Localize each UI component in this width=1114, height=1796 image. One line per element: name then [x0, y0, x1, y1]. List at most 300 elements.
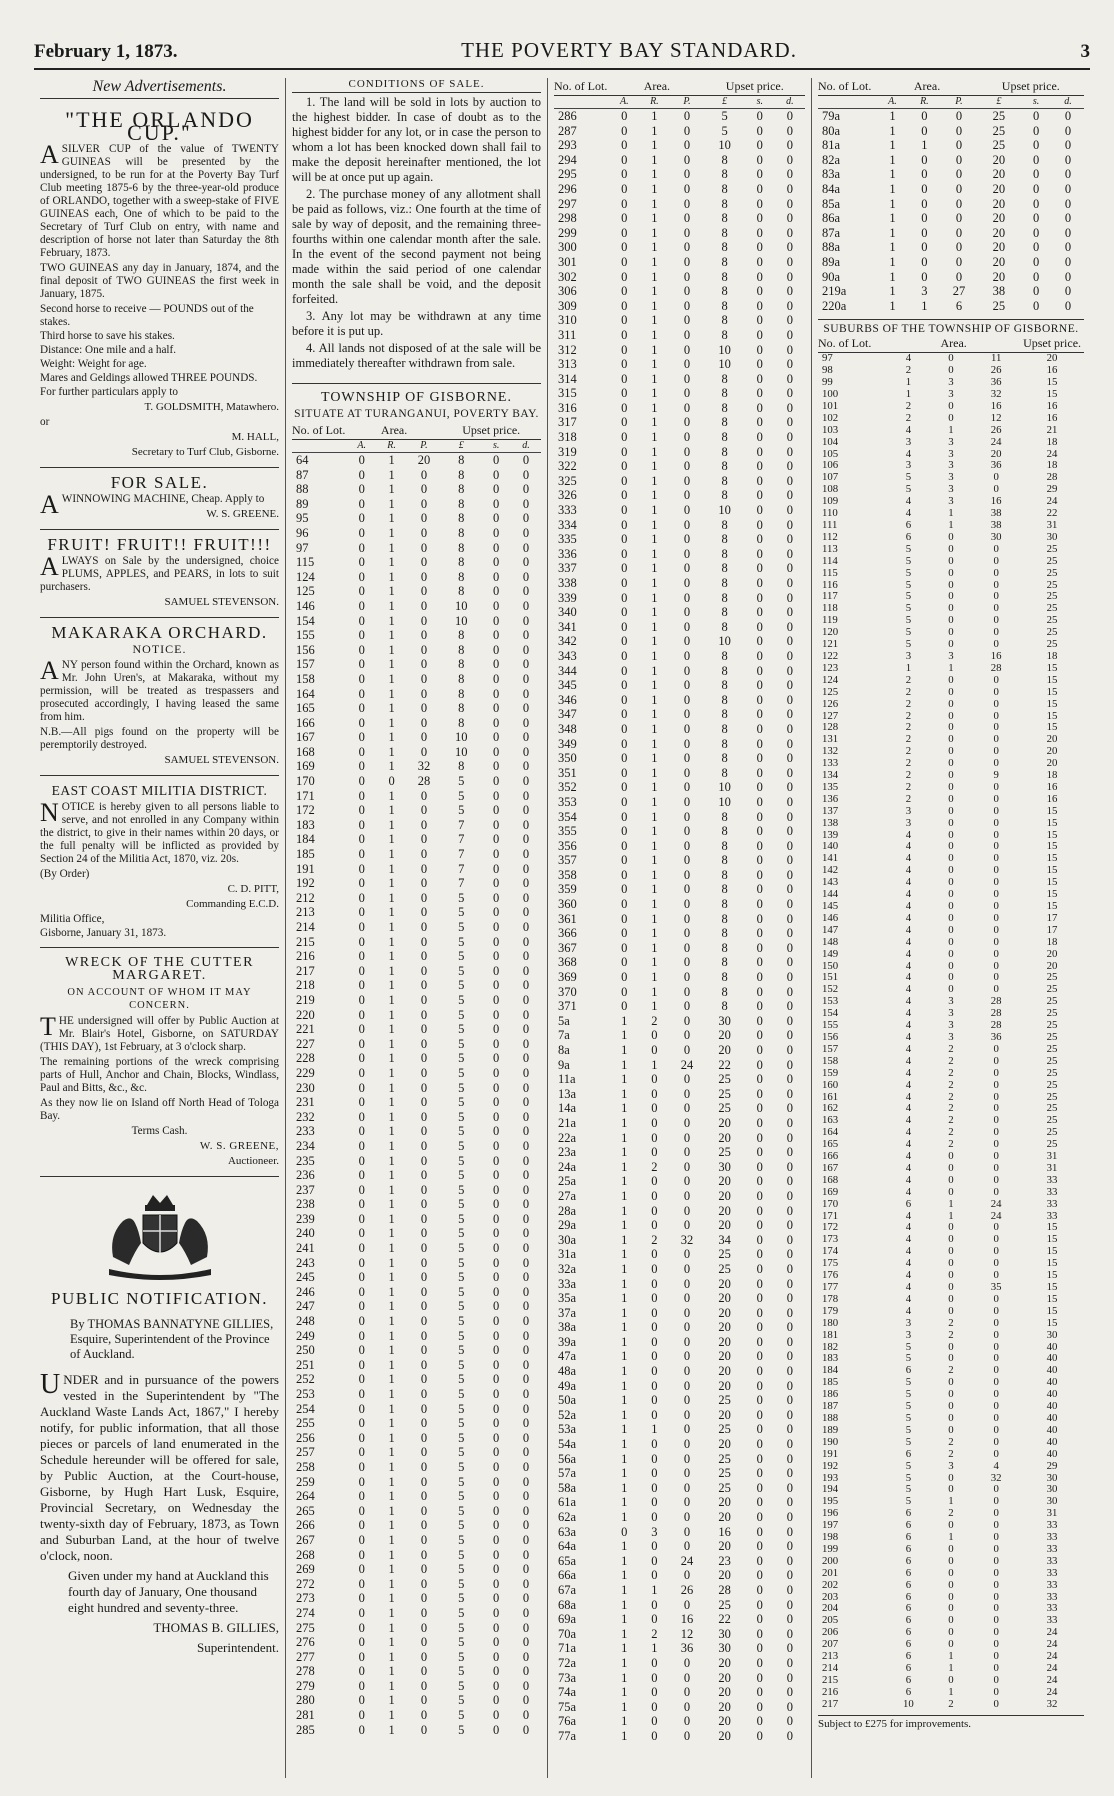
table-cell: 1	[651, 999, 658, 1014]
lot-number: 286	[558, 109, 577, 123]
lot-number: 275	[296, 1620, 315, 1635]
table-cell: 1	[388, 1124, 395, 1139]
table-cell: 1	[388, 1430, 395, 1445]
table-cell: 0	[948, 1270, 954, 1282]
lot-number: 24a	[558, 1159, 577, 1174]
table-cell: 0	[358, 744, 365, 759]
table-cell: 0	[993, 603, 999, 615]
table-cell: 0	[493, 642, 500, 657]
table-cell: 1	[651, 911, 658, 926]
table-cell: 0	[522, 1562, 530, 1577]
table-cell: 1	[388, 715, 395, 730]
table-cell: 0	[493, 1503, 500, 1518]
table-row	[818, 794, 1084, 806]
table-row	[292, 1314, 541, 1329]
table-cell: 0	[358, 1168, 365, 1183]
table-cell: 0	[756, 1145, 763, 1160]
lot-number: 241	[296, 1241, 315, 1256]
table-cell: 0	[786, 1480, 794, 1495]
table-cell: 0	[683, 1115, 691, 1130]
table-cell: 1	[621, 1422, 628, 1437]
table-cell: 0	[786, 1612, 794, 1627]
table-cell: 36	[990, 1031, 1002, 1043]
table-cell: 4	[905, 1293, 912, 1305]
lot-number: 97	[822, 352, 833, 365]
table-cell: 0	[786, 240, 794, 255]
lot-number: 125	[296, 584, 315, 599]
table-cell: 0	[786, 269, 794, 284]
table-row	[818, 365, 1084, 377]
table-cell: 20	[718, 1568, 731, 1583]
table-cell: 0	[683, 1159, 691, 1174]
table-row	[292, 1621, 541, 1636]
table-cell: 0	[948, 948, 954, 960]
table-cell: 1	[621, 1466, 628, 1481]
table-row	[554, 839, 805, 854]
table-cell: 0	[493, 613, 500, 628]
table-row	[292, 964, 541, 979]
table-row	[554, 1481, 805, 1496]
table-cell: 0	[1032, 181, 1040, 196]
table-row	[818, 1425, 1084, 1437]
table-cell: 0	[621, 736, 628, 751]
table-cell: 22	[718, 1612, 731, 1627]
table-cell: 0	[621, 532, 628, 547]
table-cell: 1	[651, 327, 658, 342]
table-cell: 0	[993, 889, 999, 901]
table-cell: 0	[420, 1562, 428, 1577]
table-cell: 1	[621, 1028, 628, 1043]
table-cell: 5	[458, 1576, 465, 1591]
table-cell: 0	[756, 1028, 763, 1043]
table-cell: 1	[621, 1626, 628, 1641]
table-row	[554, 167, 805, 182]
lot-number: 119	[822, 615, 838, 627]
table-cell: 0	[993, 591, 999, 603]
ad-title: FOR SALE.	[110, 473, 209, 492]
table-row	[554, 124, 805, 139]
table-cell: 0	[420, 657, 428, 672]
suburbs-lots-table	[818, 335, 1084, 1710]
table-row	[554, 1627, 805, 1642]
table-row	[292, 1548, 541, 1563]
table-row	[292, 1241, 541, 1256]
table-cell: 18	[1046, 770, 1058, 782]
table-cell: 0	[948, 1401, 954, 1413]
table-cell: 2	[651, 1626, 658, 1641]
table-cell: 8	[458, 453, 465, 467]
table-cell: 0	[522, 1138, 530, 1153]
lot-number: 230	[296, 1080, 315, 1095]
table-row	[818, 639, 1084, 651]
table-row	[818, 197, 1084, 212]
table-cell: 3	[905, 817, 912, 829]
table-cell: 1	[388, 992, 395, 1007]
table-row	[554, 1028, 805, 1043]
table-cell: 24	[1046, 1651, 1058, 1663]
table-cell: 0	[786, 1043, 794, 1057]
table-body	[818, 353, 1084, 1711]
table-cell: 30	[1046, 1484, 1058, 1496]
table-cell: 0	[522, 613, 530, 628]
table-cell: 0	[683, 1539, 691, 1554]
table-cell: 2	[948, 1698, 954, 1710]
table-cell: 0	[786, 1582, 794, 1597]
lot-number: 189	[822, 1424, 839, 1436]
table-cell: 0	[358, 963, 365, 978]
table-cell: 1	[388, 1241, 395, 1256]
table-cell: 0	[786, 911, 794, 926]
lot-number: 127	[822, 710, 839, 722]
table-cell: 0	[621, 138, 628, 153]
table-cell: 0	[621, 984, 628, 999]
table-cell: 25	[1046, 579, 1058, 591]
table-row	[292, 745, 541, 760]
table-cell: 1	[651, 123, 658, 138]
table-row	[554, 401, 805, 416]
table-cell: 8	[721, 459, 728, 474]
table-cell: 25	[992, 138, 1006, 153]
table-row	[292, 1124, 541, 1139]
table-cell: 1	[388, 1299, 395, 1314]
lot-number: 128	[822, 722, 839, 734]
table-cell: 20	[718, 1437, 731, 1452]
table-cell: 0	[756, 1510, 763, 1524]
table-cell: 6	[905, 1663, 912, 1674]
table-cell: 1	[651, 794, 658, 809]
table-cell: 1	[889, 269, 896, 284]
table-cell: 0	[948, 1639, 954, 1651]
table-cell: 8	[721, 882, 728, 897]
table-cell: 8	[721, 692, 728, 707]
table-cell: 40	[1046, 1341, 1058, 1353]
table-cell: 0	[420, 1576, 428, 1591]
table-cell: 1	[651, 167, 658, 182]
table-cell: 0	[683, 999, 691, 1014]
table-cell: 5	[905, 615, 912, 627]
table-cell: 0	[948, 889, 954, 901]
table-cell: 5	[905, 1472, 912, 1484]
table-cell: 0	[1064, 254, 1072, 269]
table-cell: 29	[1046, 484, 1058, 496]
table-cell: 0	[358, 847, 365, 862]
table-cell: 0	[651, 1728, 658, 1743]
table-cell: 0	[420, 890, 428, 905]
lot-number: 72a	[558, 1655, 577, 1670]
table-cell: 28	[990, 662, 1002, 674]
table-row	[292, 847, 541, 862]
table-cell: 0	[786, 1115, 794, 1130]
table-cell: 0	[683, 109, 691, 123]
table-cell: 0	[786, 984, 794, 999]
table-cell: 5	[458, 1182, 465, 1197]
table-cell: 0	[756, 327, 763, 342]
table-row	[554, 1087, 805, 1102]
table-row	[292, 1154, 541, 1169]
table-cell: 0	[921, 240, 928, 255]
table-cell: 0	[756, 1349, 763, 1364]
table-cell: 0	[420, 832, 428, 847]
table-cell: 1	[651, 853, 658, 868]
table-cell: 5	[458, 1722, 465, 1737]
table-cell: 0	[420, 803, 428, 818]
table-cell: 27	[952, 284, 966, 299]
table-cell: 1	[388, 657, 395, 672]
table-cell: 20	[992, 181, 1006, 196]
lot-number: 110	[822, 508, 838, 520]
table-cell: 5	[458, 1314, 465, 1329]
table-row	[554, 1525, 805, 1540]
table-cell: 0	[522, 1445, 530, 1460]
table-cell: 0	[948, 984, 954, 996]
table-cell: 0	[522, 1416, 530, 1431]
table-cell: 0	[756, 181, 763, 196]
table-cell: 0	[420, 1459, 428, 1474]
table-cell: 33	[1046, 1567, 1058, 1579]
table-cell: 1	[651, 225, 658, 240]
lot-number: 265	[296, 1503, 315, 1518]
table-cell: 20	[718, 1670, 731, 1685]
lot-number: 137	[822, 805, 839, 817]
table-cell: 15	[1046, 1234, 1058, 1246]
table-cell: 5	[458, 1620, 465, 1635]
table-cell: 0	[493, 1299, 500, 1314]
table-cell: 0	[493, 920, 500, 934]
lot-number: 272	[296, 1576, 315, 1591]
table-cell: 0	[651, 1276, 658, 1291]
table-cell: 6	[905, 1448, 912, 1460]
table-cell: 8	[458, 467, 465, 482]
lot-number: 354	[558, 809, 577, 824]
table-cell: 0	[948, 817, 954, 829]
table-cell: 0	[651, 1495, 658, 1510]
table-cell: 0	[948, 1222, 954, 1234]
lot-number: 165	[296, 701, 315, 716]
table-cell: 0	[993, 853, 999, 865]
table-cell: 0	[683, 824, 691, 839]
table-cell: 25	[1046, 1008, 1058, 1020]
table-row	[554, 1189, 805, 1204]
table-cell: 5	[458, 920, 465, 934]
table-cell: 0	[493, 788, 500, 803]
table-cell: 25	[718, 1247, 731, 1262]
table-cell: 0	[358, 1036, 365, 1051]
lot-number: 215	[822, 1674, 839, 1686]
table-cell: 25	[1046, 615, 1058, 627]
table-row	[292, 497, 541, 512]
table-cell: 0	[358, 1387, 365, 1401]
ad-line: Second horse to receive — POUNDS out of the stakes.	[40, 303, 254, 328]
table-cell: 0	[621, 692, 628, 707]
table-cell: 2	[948, 1329, 954, 1341]
table-cell: 0	[756, 400, 763, 415]
table-cell: 0	[420, 1693, 428, 1708]
lot-number: 358	[558, 867, 577, 882]
table-cell: 16	[1046, 400, 1058, 412]
table-cell: 0	[651, 1378, 658, 1393]
table-cell: 5	[458, 1635, 465, 1650]
table-cell: 0	[683, 926, 691, 941]
table-cell: 0	[651, 1699, 658, 1714]
table-row	[818, 1603, 1084, 1615]
lot-number: 351	[558, 765, 577, 780]
table-cell: 0	[420, 555, 428, 570]
lot-number: 28a	[558, 1203, 577, 1218]
lot-number: 366	[558, 926, 577, 941]
lot-number: 250	[296, 1343, 315, 1358]
table-cell: 0	[683, 1203, 691, 1218]
table-cell: 32	[990, 389, 1002, 401]
table-cell: 2	[651, 1232, 658, 1247]
table-cell: 0	[683, 984, 691, 999]
table-cell: 0	[683, 1699, 691, 1714]
table-cell: 4	[993, 1460, 999, 1472]
table-cell: 0	[621, 415, 628, 430]
table-cell: 0	[948, 531, 954, 543]
ad-signature: C. D. PITT,	[227, 883, 279, 895]
table-cell: 0	[756, 1130, 763, 1145]
table-cell: 0	[683, 1597, 691, 1612]
table-cell: 0	[493, 905, 500, 920]
table-cell: 35	[990, 1282, 1002, 1293]
table-cell: 0	[993, 1139, 999, 1151]
table-cell: 0	[786, 765, 794, 780]
table-cell: 24	[1046, 1663, 1058, 1674]
lot-number: 106	[822, 460, 839, 472]
lot-number: 202	[822, 1579, 839, 1591]
table-row	[292, 1606, 541, 1621]
table-row	[554, 620, 805, 635]
table-cell: 1	[388, 496, 395, 511]
table-row	[292, 1329, 541, 1344]
table-cell: 0	[358, 774, 365, 789]
table-cell: 0	[493, 1036, 500, 1051]
table-cell: 0	[522, 920, 530, 934]
table-cell: 0	[493, 1401, 500, 1416]
table-cell: 8	[721, 940, 728, 955]
table-cell: 0	[621, 357, 628, 372]
table-cell: 1	[621, 1437, 628, 1452]
table-cell: 8	[721, 284, 728, 299]
table-row	[292, 1504, 541, 1519]
lot-number: 89	[296, 496, 309, 511]
lot-number: 146	[822, 912, 839, 924]
table-cell: 0	[493, 1022, 500, 1037]
col-header-price: Upset price.	[1020, 335, 1084, 353]
table-cell: 0	[993, 1329, 999, 1341]
table-cell: 0	[621, 765, 628, 780]
table-row	[554, 941, 805, 956]
table-cell: 29	[1046, 1460, 1058, 1472]
table-cell: 25	[718, 1261, 731, 1276]
table-cell: 0	[756, 1495, 763, 1510]
table-row	[292, 935, 541, 950]
table-cell: 0	[683, 1130, 691, 1145]
lot-number: 50a	[558, 1393, 577, 1408]
table-cell: 25	[1046, 543, 1058, 555]
table-cell: 1	[621, 1174, 628, 1189]
table-cell: 0	[683, 152, 691, 167]
lot-number: 299	[558, 225, 577, 240]
table-cell: 5	[458, 1051, 465, 1066]
table-cell: 2	[948, 1091, 954, 1103]
lot-number: 154	[822, 1008, 839, 1020]
ad-line: Mares and Geldings allowed THREE POUNDS.	[40, 372, 258, 384]
table-row	[292, 1533, 541, 1548]
table-cell: 1	[889, 152, 896, 167]
table-cell: 0	[651, 1393, 658, 1408]
table-cell: 0	[522, 1109, 530, 1124]
table-cell: 8	[721, 911, 728, 926]
lot-number: 213	[822, 1651, 839, 1663]
table-cell: 1	[889, 181, 896, 196]
lot-number: 95	[296, 511, 309, 526]
table-cell: 0	[522, 628, 530, 643]
table-cell: 0	[420, 1372, 428, 1387]
table-cell: 15	[1046, 817, 1058, 829]
table-row	[554, 109, 805, 124]
table-cell: 0	[786, 1466, 794, 1481]
table-cell: 0	[358, 1416, 365, 1431]
table-cell: 3	[948, 484, 954, 496]
table-header	[818, 78, 1084, 96]
table-cell: 4	[905, 1162, 912, 1174]
table-cell: 25	[992, 298, 1006, 313]
table-cell: 0	[358, 1051, 365, 1066]
table-cell: 4	[905, 1091, 912, 1103]
table-cell: 0	[948, 853, 954, 865]
table-cell: 0	[621, 590, 628, 605]
table-cell: 8	[721, 838, 728, 853]
table-cell: 8	[721, 371, 728, 386]
table-cell: 0	[621, 313, 628, 328]
table-cell: 0	[522, 788, 530, 803]
table-cell: 1	[388, 920, 395, 934]
table-cell: 8	[721, 488, 728, 503]
table-cell: 0	[420, 949, 428, 964]
table-cell: 20	[718, 1291, 731, 1306]
table-row	[818, 961, 1084, 973]
table-cell: 0	[993, 1293, 999, 1305]
table-cell: 5	[458, 1372, 465, 1387]
table-cell: 0	[948, 567, 954, 579]
table-cell: 0	[993, 627, 999, 639]
table-cell: 0	[756, 371, 763, 386]
table-cell: 0	[756, 1466, 763, 1481]
table-cell: 0	[621, 970, 628, 985]
table-cell: 0	[948, 555, 954, 567]
table-cell: 0	[786, 1685, 794, 1700]
table-cell: 8	[721, 984, 728, 999]
table-cell: 33	[1046, 1186, 1058, 1198]
table-row	[818, 1401, 1084, 1413]
table-cell: 5	[458, 1109, 465, 1124]
table-cell: 0	[358, 890, 365, 905]
table-cell: 0	[493, 1197, 500, 1212]
table-cell: 0	[993, 1091, 999, 1103]
table-row	[554, 1277, 805, 1292]
table-cell: 1	[905, 389, 912, 401]
unit-label: P.	[407, 440, 442, 453]
table-cell: 5	[458, 1328, 465, 1343]
table-cell: 16	[718, 1524, 731, 1539]
table-cell: 1	[388, 1095, 395, 1110]
table-cell: 1	[651, 838, 658, 853]
table-cell: 0	[756, 1612, 763, 1627]
table-cell: 34	[718, 1232, 731, 1247]
issue-date: February 1, 1873.	[34, 41, 178, 62]
table-cell: 25	[718, 1422, 731, 1437]
